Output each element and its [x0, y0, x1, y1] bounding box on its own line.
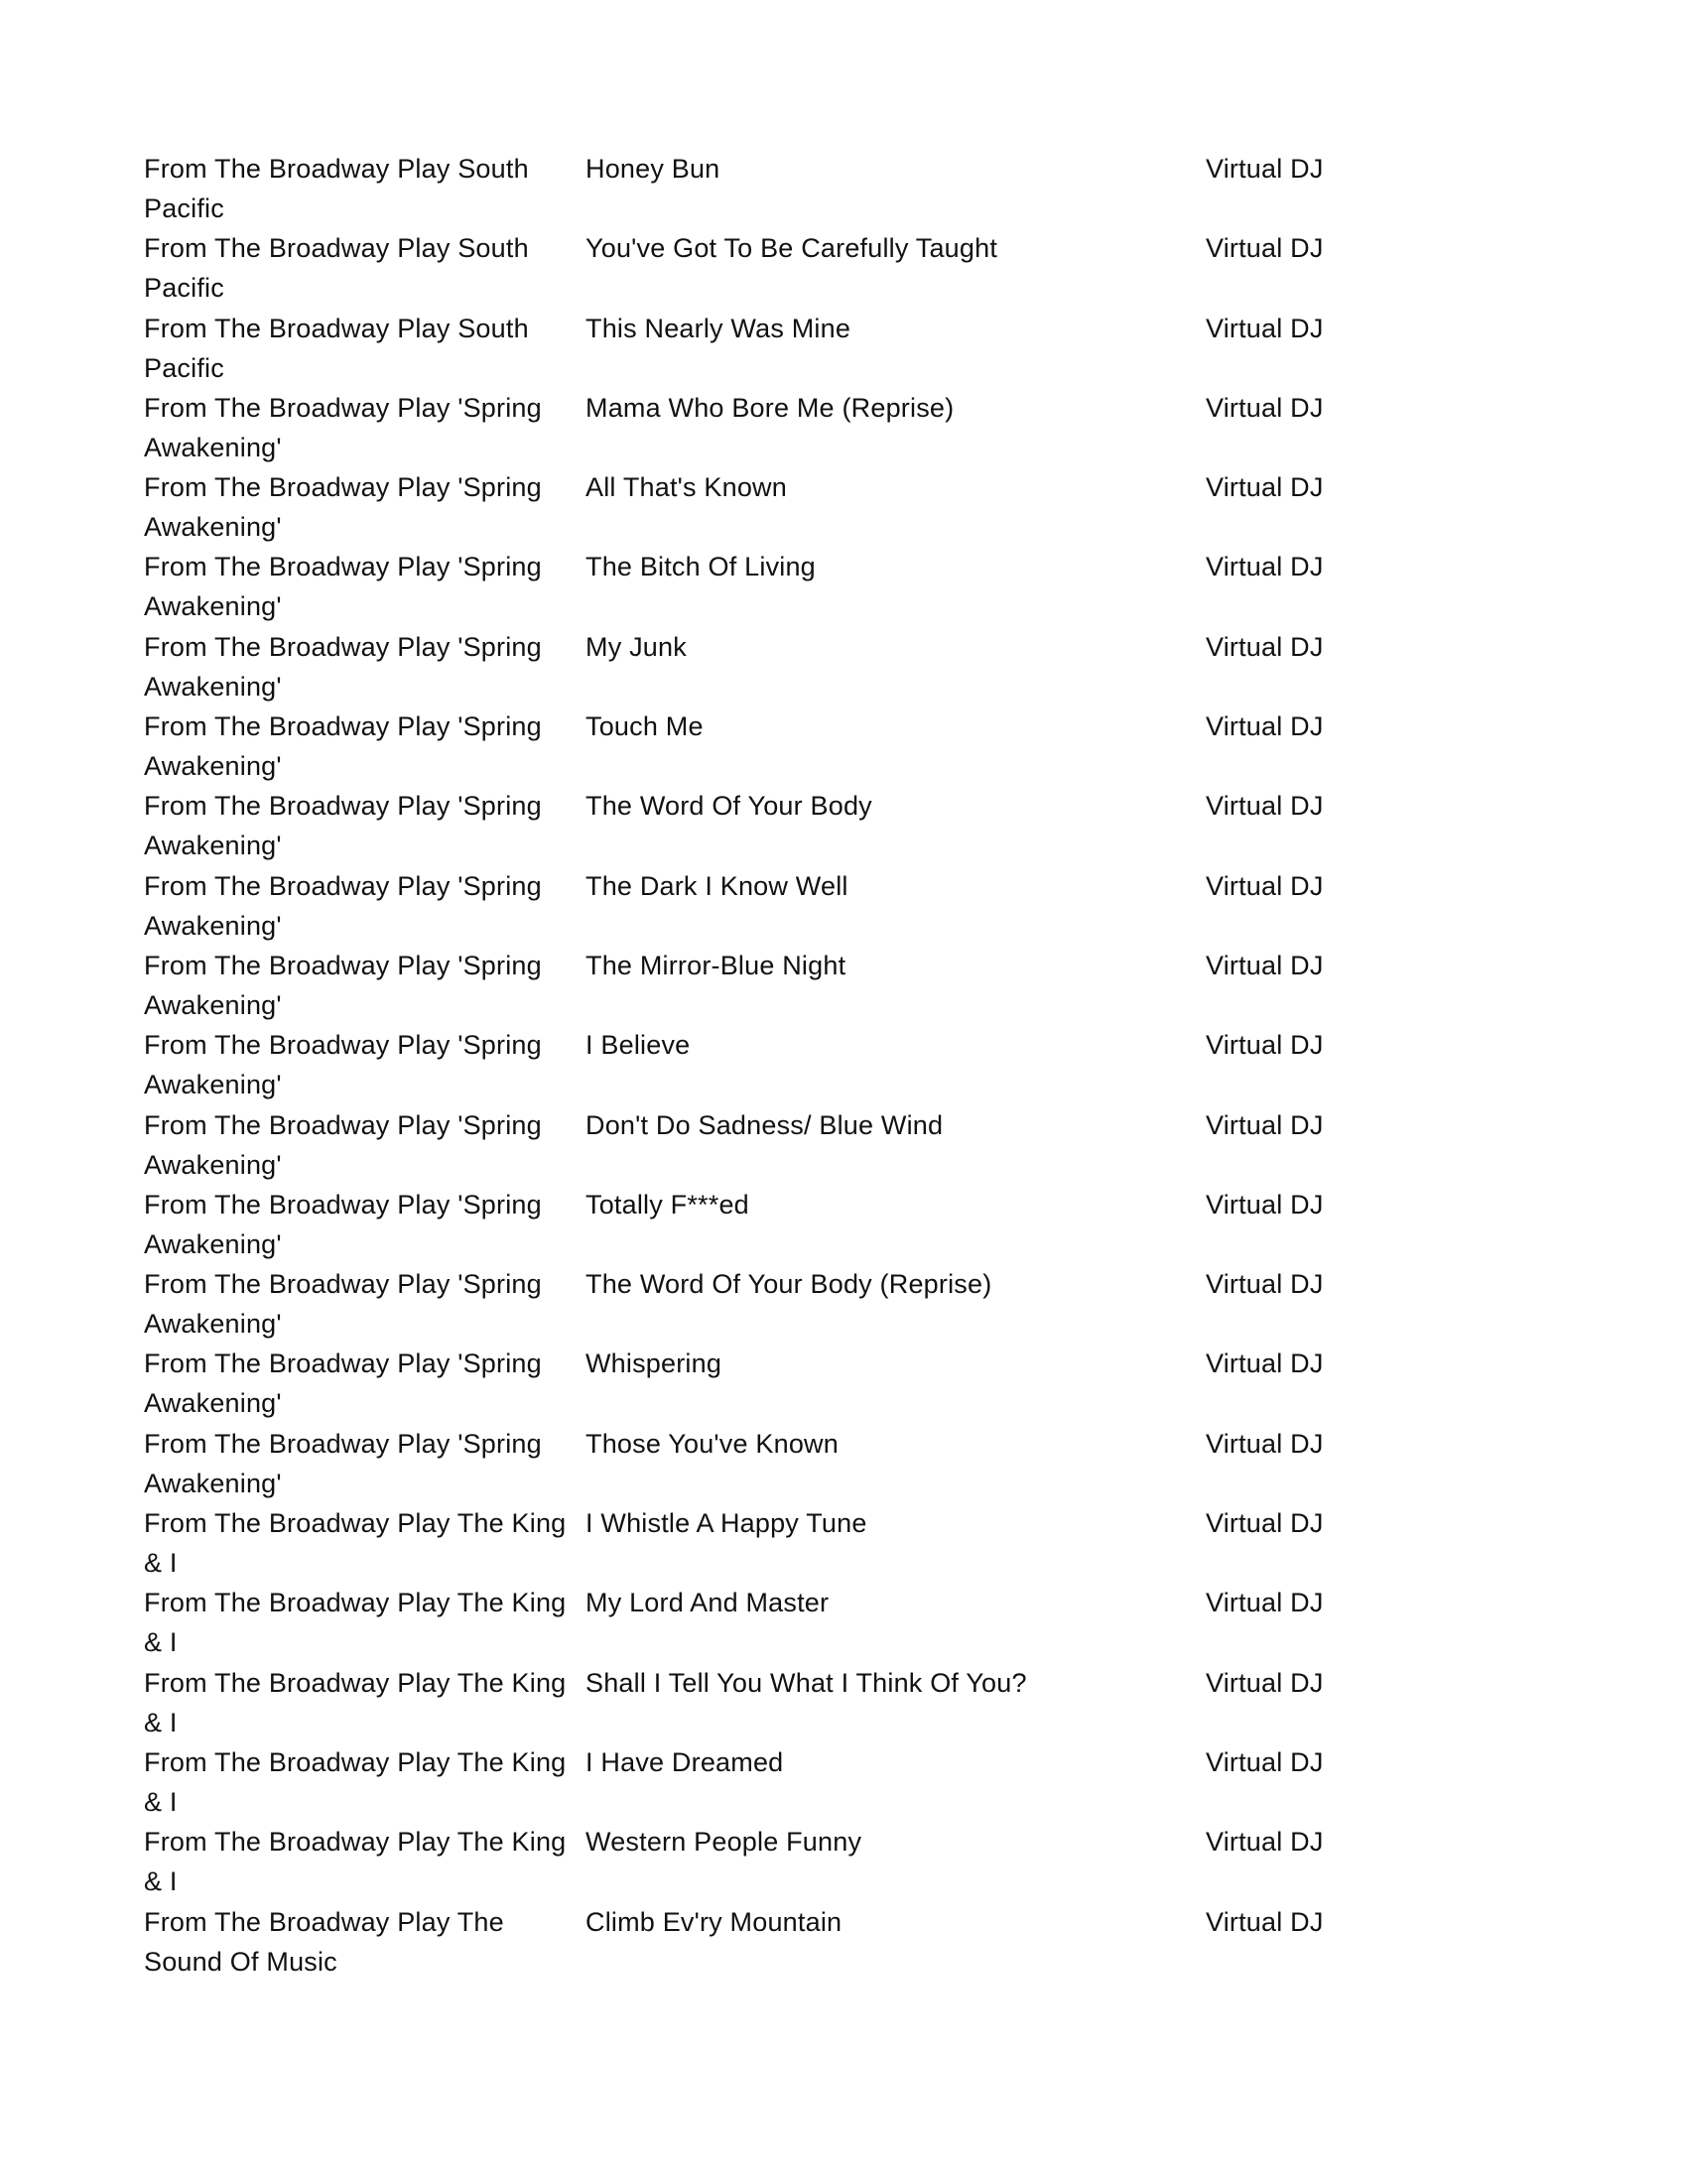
source-cell: Virtual DJ	[1206, 1906, 1324, 1937]
song-title-cell: Honey Bun	[585, 154, 720, 184]
source-cell: Virtual DJ	[1206, 154, 1324, 184]
album-cell: From The Broadway Play The King & I	[144, 1667, 567, 1737]
source-cell: Virtual DJ	[1206, 1588, 1324, 1618]
album-cell: From The Broadway Play 'Spring Awakening'	[144, 631, 542, 702]
song-title-cell: My Junk	[585, 631, 687, 662]
song-title-cell: Those You've Known	[585, 1428, 839, 1459]
table-row	[144, 1264, 1394, 1344]
source-cell: Virtual DJ	[1206, 1667, 1324, 1698]
song-title-cell: Totally F***ed	[585, 1189, 749, 1220]
source-cell: Virtual DJ	[1206, 1189, 1324, 1220]
song-title-cell: Mama Who Bore Me (Reprise)	[585, 392, 955, 423]
source-cell: Virtual DJ	[1206, 1508, 1324, 1539]
song-title-cell: I Whistle A Happy Tune	[585, 1508, 867, 1539]
source-cell: Virtual DJ	[1206, 631, 1324, 662]
song-title-cell: The Dark I Know Well	[585, 870, 848, 901]
table-row	[144, 228, 1394, 308]
song-title-cell: The Bitch Of Living	[585, 552, 816, 582]
source-cell: Virtual DJ	[1206, 392, 1324, 423]
album-cell: From The Broadway Play The King & I	[144, 1508, 567, 1579]
table-row	[144, 1185, 1394, 1264]
table-row	[144, 1902, 1394, 1982]
song-title-cell: This Nearly Was Mine	[585, 313, 851, 343]
album-cell: From The Broadway Play 'Spring Awakening'	[144, 950, 542, 1020]
table-row	[144, 1822, 1394, 1901]
table-row	[144, 1663, 1394, 1742]
source-cell: Virtual DJ	[1206, 711, 1324, 742]
album-cell: From The Broadway Play 'Spring Awakening'	[144, 1189, 542, 1259]
song-title-cell: You've Got To Be Carefully Taught	[585, 233, 998, 264]
album-cell: From The Broadway Play 'Spring Awakening'	[144, 392, 542, 462]
source-cell: Virtual DJ	[1206, 313, 1324, 343]
song-title-cell: Touch Me	[585, 711, 704, 742]
table-row	[144, 786, 1394, 865]
album-cell: From The Broadway Play 'Spring Awakening'	[144, 1428, 542, 1498]
song-title-cell: The Mirror-Blue Night	[585, 950, 846, 980]
table-row	[144, 1742, 1394, 1822]
source-cell: Virtual DJ	[1206, 870, 1324, 901]
table-row	[144, 149, 1394, 228]
source-cell: Virtual DJ	[1206, 1109, 1324, 1140]
source-cell: Virtual DJ	[1206, 233, 1324, 264]
song-table	[144, 149, 1394, 1982]
song-title-cell: I Have Dreamed	[585, 1746, 784, 1777]
source-cell: Virtual DJ	[1206, 472, 1324, 503]
table-row	[144, 309, 1394, 388]
album-cell: From The Broadway Play 'Spring Awakening'	[144, 870, 542, 941]
table-row	[144, 1344, 1394, 1423]
album-cell: From The Broadway Play South Pacific	[144, 233, 529, 304]
table-row	[144, 1583, 1394, 1662]
song-title-cell: All That's Known	[585, 472, 787, 503]
song-title-cell: Climb Ev'ry Mountain	[585, 1906, 843, 1937]
song-title-cell: I Believe	[585, 1030, 691, 1061]
source-cell: Virtual DJ	[1206, 1428, 1324, 1459]
album-cell: From The Broadway Play South Pacific	[144, 154, 529, 223]
album-cell: From The Broadway Play The King & I	[144, 1746, 567, 1817]
song-title-cell: The Word Of Your Body	[585, 791, 872, 822]
song-title-cell: The Word Of Your Body (Reprise)	[585, 1269, 992, 1300]
table-row	[144, 467, 1394, 547]
source-cell: Virtual DJ	[1206, 1349, 1324, 1379]
album-cell: From The Broadway Play 'Spring Awakening'	[144, 1269, 542, 1340]
album-cell: From The Broadway Play 'Spring Awakening'	[144, 1349, 542, 1419]
table-row	[144, 707, 1394, 786]
source-cell: Virtual DJ	[1206, 1827, 1324, 1858]
album-cell: From The Broadway Play 'Spring Awakening'	[144, 472, 542, 543]
album-cell: From The Broadway Play The King & I	[144, 1588, 567, 1658]
song-title-cell: My Lord And Master	[585, 1588, 830, 1618]
table-row	[144, 946, 1394, 1025]
album-cell: From The Broadway Play The Sound Of Music	[144, 1906, 504, 1977]
song-title-cell: Whispering	[585, 1349, 722, 1379]
table-row	[144, 547, 1394, 626]
source-cell: Virtual DJ	[1206, 950, 1324, 980]
source-cell: Virtual DJ	[1206, 1746, 1324, 1777]
table-row	[144, 1105, 1394, 1185]
table-row	[144, 388, 1394, 467]
song-title-cell: Shall I Tell You What I Think Of You?	[585, 1667, 1027, 1698]
source-cell: Virtual DJ	[1206, 552, 1324, 582]
table-row	[144, 1503, 1394, 1583]
album-cell: From The Broadway Play 'Spring Awakening'	[144, 1030, 542, 1100]
table-row	[144, 866, 1394, 946]
album-cell: From The Broadway Play 'Spring Awakening'	[144, 1109, 542, 1180]
album-cell: From The Broadway Play 'Spring Awakening'	[144, 791, 542, 861]
song-title-cell: Don't Do Sadness/ Blue Wind	[585, 1109, 944, 1140]
album-cell: From The Broadway Play The King & I	[144, 1827, 567, 1897]
table-row	[144, 1424, 1394, 1503]
album-cell: From The Broadway Play 'Spring Awakening'	[144, 552, 542, 622]
source-cell: Virtual DJ	[1206, 791, 1324, 822]
album-cell: From The Broadway Play South Pacific	[144, 313, 529, 383]
song-title-cell: Western People Funny	[585, 1827, 862, 1858]
table-row	[144, 627, 1394, 707]
table-row	[144, 1025, 1394, 1104]
source-cell: Virtual DJ	[1206, 1269, 1324, 1300]
source-cell: Virtual DJ	[1206, 1030, 1324, 1061]
album-cell: From The Broadway Play 'Spring Awakening'	[144, 711, 542, 782]
